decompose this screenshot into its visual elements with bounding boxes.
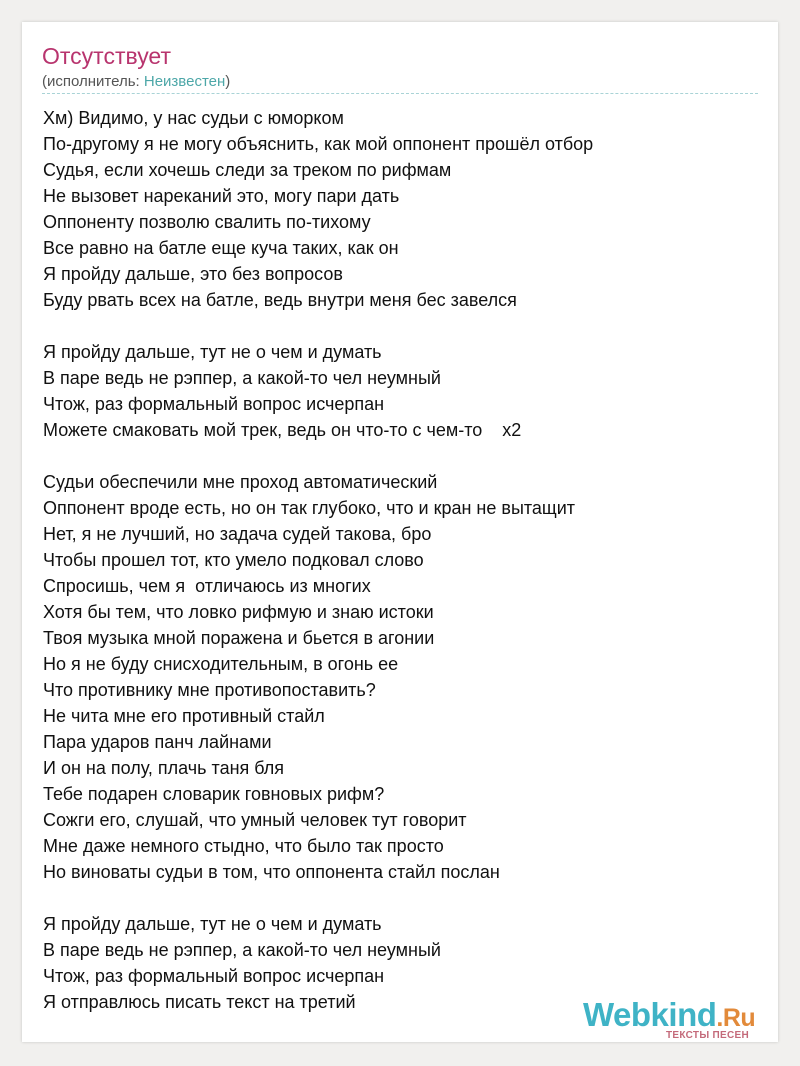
lyric-line: Что противнику мне противопоставить?: [43, 680, 376, 700]
artist-line: [42, 72, 230, 92]
lyric-line: Тебе подарен словарик говновых рифм?: [43, 784, 385, 804]
lyric-line: Но я не буду снисходительным, в огонь ее: [43, 654, 399, 674]
lyric-line: Не чита мне его противный стайл: [43, 706, 325, 726]
artist-prefix: (исполнитель:: [42, 73, 144, 90]
lyric-line: Я пройду дальше, тут не о чем и думать: [43, 914, 382, 934]
lyric-line: Судья, если хочешь следи за треком по рифмам: [43, 160, 452, 180]
lyric-line: И он на полу, плачь таня бля: [43, 758, 285, 778]
lyrics-stanza: [43, 469, 758, 885]
lyric-line: Сожги его, слушай, что умный человек тут говорит: [43, 810, 467, 830]
artist-link[interactable]: Неизвестен: [143, 73, 226, 90]
lyric-line: По-другому я не могу объяснить, как мой оппонент прошёл отбор: [43, 134, 594, 154]
lyric-line: Чтобы прошел тот, кто умело подковал слово: [43, 550, 424, 570]
logo-name: Webkind: [583, 996, 717, 1033]
lyric-line: Пара ударов панч лайнами: [43, 732, 272, 752]
lyric-line: Буду рвать всех на батле, ведь внутри меня бес завелся: [43, 290, 517, 310]
lyric-line: В паре ведь не рэппер, а какой-то чел неумный: [43, 368, 441, 388]
lyric-line: Чтож, раз формальный вопрос исчерпан: [43, 394, 385, 414]
lyrics-card: [22, 22, 778, 1042]
lyric-line: Оппоненту позволю свалить по-тихому: [43, 212, 371, 232]
lyric-line: Не вызовет нареканий это, могу пари дать: [43, 186, 400, 206]
lyric-line: Я пройду дальше, тут не о чем и думать: [43, 342, 382, 362]
lyric-line: Спросишь, чем я отличаюсь из многих: [43, 576, 371, 596]
lyric-line: Судьи обеспечили мне проход автоматический: [43, 472, 438, 492]
lyrics-stanza: [43, 339, 758, 443]
song-title: Отсутствует: [42, 43, 171, 69]
lyrics-stanza: [43, 105, 758, 313]
lyric-line: Чтож, раз формальный вопрос исчерпан: [43, 966, 385, 986]
lyric-line: Но виноваты судьи в том, что оппонента стайл послан: [43, 862, 500, 882]
lyric-line: В паре ведь не рэппер, а какой-то чел неумный: [43, 940, 441, 960]
lyric-line: Можете смаковать мой трек, ведь он что-то с чем-то x2: [43, 420, 522, 440]
lyric-line: Оппонент вроде есть, но он так глубоко, что и кран не вытащит: [43, 498, 576, 518]
lyric-line: Я отправлюсь писать текст на третий: [43, 992, 356, 1012]
lyric-line: Хотя бы тем, что ловко рифмую и знаю истоки: [43, 602, 434, 622]
artist-suffix: ): [225, 73, 231, 90]
title-divider: [42, 93, 758, 94]
logo-tagline: ТЕКСТЫ ПЕСЕН: [666, 1030, 749, 1041]
site-logo[interactable]: [583, 996, 783, 1046]
lyrics-text: [43, 105, 758, 1041]
lyric-line: Твоя музыка мной поражена и бьется в агонии: [43, 628, 435, 648]
logo-tld: .Ru: [716, 1004, 756, 1032]
lyric-line: Все равно на батле еще куча таких, как он: [43, 238, 399, 258]
lyric-line: Нет, я не лучший, но задача судей такова, бро: [43, 524, 432, 544]
lyric-line: Мне даже немного стыдно, что было так просто: [43, 836, 444, 856]
lyric-line: Хм) Видимо, у нас судьи с юморком: [43, 108, 344, 128]
lyric-line: Я пройду дальше, это без вопросов: [43, 264, 343, 284]
